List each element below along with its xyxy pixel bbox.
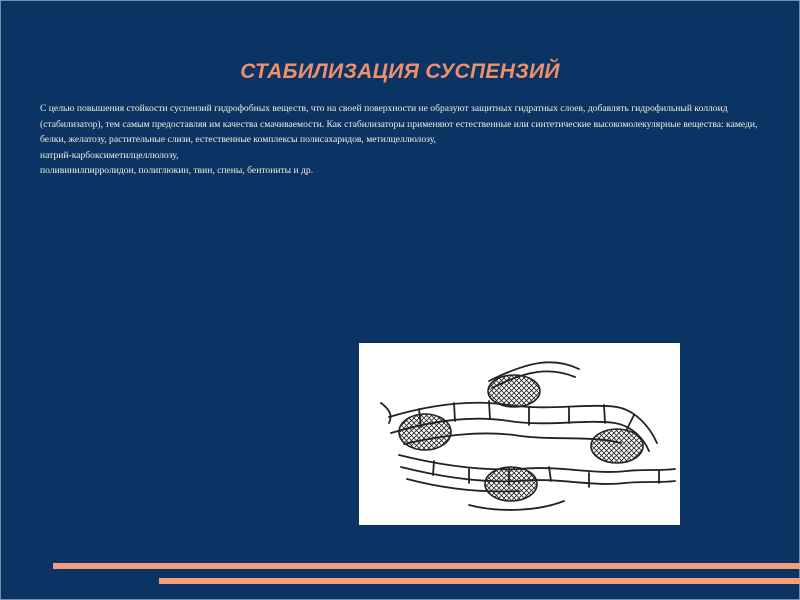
particle-bottom: [485, 467, 537, 501]
particle-right: [591, 429, 643, 463]
chain-strand: [469, 501, 564, 510]
particle-top: [488, 375, 540, 407]
particle-left: [399, 414, 451, 450]
stabilizer-illustration: [359, 343, 680, 525]
decorative-stripe-bottom: [159, 578, 800, 584]
body-paragraph: С целью повышения стойкости суспензий гидрофобных веществ, что на своей поверхности не образуют защитных гидратных слоев, добавлять гидрофильный коллоид (стабилизатор), тем самым предоставляя им качества смачиваемости. Как стабилизаторы применяют естественные или синтетические высокомолекулярные вещества: камеди, белки, желатозу, растительные слизи, естественные комплексы полисахаридов, метилцеллюлозу,: [40, 103, 758, 145]
chain-strand: [381, 403, 391, 423]
body-line-2: натрий-карбоксиметилцеллюлозу,: [40, 149, 179, 161]
decorative-stripe-top: [53, 563, 800, 569]
body-line-3: поливинилпирролидон, полиглюкин, твин, спены, бентониты и др.: [40, 165, 314, 176]
body-text: [40, 101, 775, 179]
stabilizer-illustration-svg: [359, 343, 680, 525]
slide-title: СТАБИЛИЗАЦИЯ СУСПЕНЗИЙ: [240, 60, 560, 83]
